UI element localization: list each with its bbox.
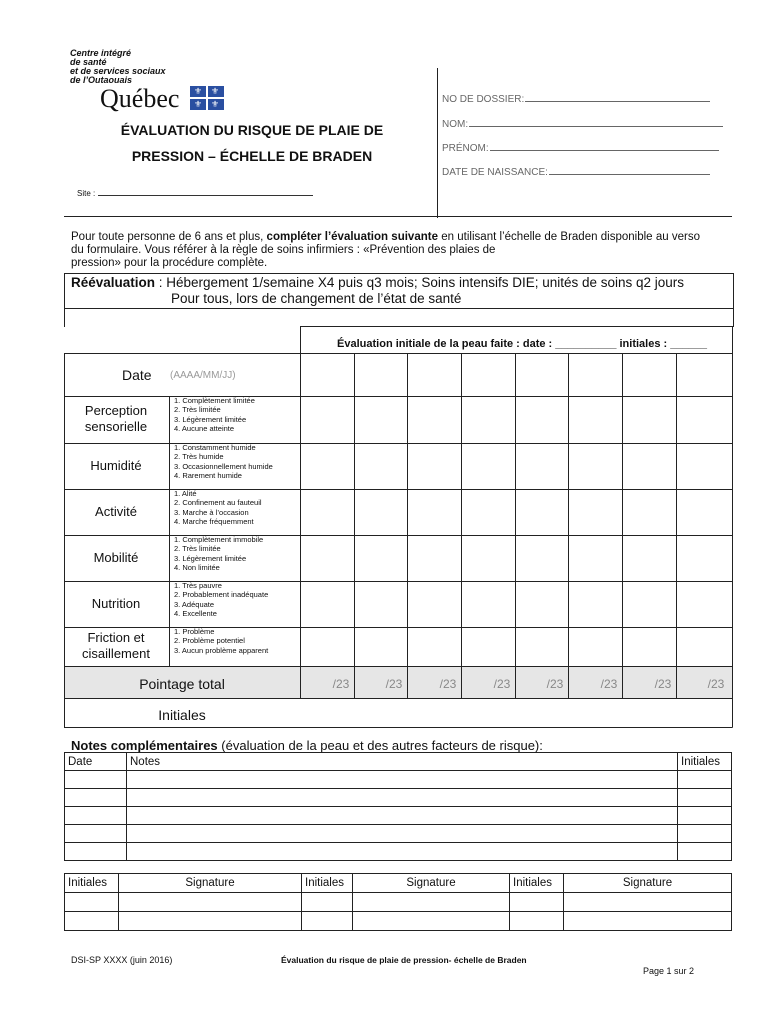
options-humidite bbox=[174, 443, 300, 481]
sig-cell[interactable] bbox=[119, 912, 302, 931]
option: 4. Aucune atteinte bbox=[174, 424, 235, 434]
table-row[interactable] bbox=[65, 893, 732, 912]
initials-label: Initiales bbox=[158, 707, 206, 723]
sig-col-initiales: Initiales bbox=[302, 874, 353, 893]
initiales-cell[interactable] bbox=[678, 789, 732, 807]
option: 1. Complètement limitée bbox=[174, 396, 255, 405]
notes-col-date: Date bbox=[65, 753, 127, 771]
sig-cell[interactable] bbox=[65, 893, 119, 912]
header-divider bbox=[437, 68, 438, 218]
reevaluation-line2: Pour tous, lors de changement de l’état de santé bbox=[171, 291, 462, 306]
notes-cell[interactable] bbox=[127, 825, 678, 843]
notes-cell[interactable] bbox=[127, 807, 678, 825]
criterion-mobilite: Mobilité bbox=[93, 550, 139, 565]
naissance-label: DATE DE NAISSANCE: bbox=[442, 167, 548, 178]
option: 2. Problème potentiel bbox=[174, 636, 245, 646]
prenom-field[interactable] bbox=[442, 143, 719, 154]
table-row[interactable] bbox=[65, 771, 732, 789]
sig-col-initiales: Initiales bbox=[510, 874, 564, 893]
date-cell[interactable] bbox=[65, 789, 127, 807]
total-score: /23 bbox=[385, 677, 403, 691]
nom-label: NOM: bbox=[442, 119, 469, 130]
sig-cell[interactable] bbox=[353, 912, 510, 931]
option: 3. Adéquate bbox=[174, 599, 215, 609]
criterion-humidite: Humidité bbox=[90, 458, 142, 473]
criterion-friction: Friction et cisaillement bbox=[82, 630, 150, 661]
sig-col-initiales: Initiales bbox=[65, 874, 119, 893]
reevaluation-text1: : Hébergement 1/semaine X4 puis q3 mois; Soins intensifs DIE; unités de soins q2 jours bbox=[155, 275, 685, 290]
option: 3. Aucun problème apparent bbox=[174, 645, 269, 655]
sig-cell[interactable] bbox=[564, 893, 732, 912]
org-line: Centre intégré bbox=[70, 48, 132, 58]
form-title-line1: ÉVALUATION DU RISQUE DE PLAIE DE bbox=[120, 122, 384, 138]
option: 1. Problème bbox=[174, 627, 215, 636]
table-row[interactable] bbox=[65, 807, 732, 825]
options-friction bbox=[174, 627, 300, 655]
org-line: de l’Outaouais bbox=[70, 75, 133, 85]
option: 4. Marche fréquemment bbox=[174, 517, 254, 527]
notes-cell[interactable] bbox=[127, 789, 678, 807]
sig-cell[interactable] bbox=[510, 893, 564, 912]
prenom-label: PRÉNOM: bbox=[442, 143, 489, 154]
prenom-line[interactable] bbox=[490, 150, 719, 151]
sig-cell[interactable] bbox=[65, 912, 119, 931]
option: 3. Légèrement limitée bbox=[174, 553, 247, 563]
reevaluation-separator bbox=[64, 308, 733, 309]
date-label: Date bbox=[122, 367, 152, 383]
criterion-nutrition: Nutrition bbox=[91, 596, 141, 611]
sig-col-signature: Signature bbox=[353, 874, 510, 893]
initiales-cell[interactable] bbox=[678, 807, 732, 825]
nom-field[interactable] bbox=[442, 119, 723, 130]
option: 4. Rarement humide bbox=[174, 471, 242, 481]
initiales-cell[interactable] bbox=[678, 825, 732, 843]
option: 4. Excellente bbox=[174, 609, 217, 619]
sig-cell[interactable] bbox=[302, 912, 353, 931]
signature-table bbox=[64, 873, 732, 931]
option: 1. Très pauvre bbox=[174, 581, 222, 590]
header-bottom-rule bbox=[64, 216, 732, 217]
option: 3. Légèrement limitée bbox=[174, 414, 247, 424]
initiales-cell[interactable] bbox=[678, 843, 732, 861]
date-cell[interactable] bbox=[65, 771, 127, 789]
options-mobilite bbox=[174, 535, 300, 573]
notes-col-initiales: Initiales bbox=[678, 753, 732, 771]
intro-text-c: pression» pour la procédure complète. bbox=[71, 257, 268, 269]
option: 1. Constamment humide bbox=[174, 443, 256, 452]
naissance-field[interactable] bbox=[442, 167, 710, 178]
signature-header-row bbox=[65, 874, 732, 893]
reevaluation-line1 bbox=[71, 275, 684, 290]
intro-paragraph bbox=[71, 231, 700, 270]
dossier-label: NO DE DOSSIER: bbox=[442, 94, 525, 105]
option: 3. Occasionnellement humide bbox=[174, 461, 273, 471]
sig-cell[interactable] bbox=[353, 893, 510, 912]
braden-grid bbox=[64, 326, 733, 728]
intro-text-a: Pour toute personne de 6 ans et plus, bbox=[71, 231, 267, 243]
organization-name bbox=[70, 49, 210, 85]
options-nutrition bbox=[174, 581, 300, 619]
option: 2. Très limitée bbox=[174, 544, 221, 554]
site-label: Site : bbox=[77, 189, 96, 198]
intro-text-bold: compléter l’évaluation suivante bbox=[266, 231, 438, 243]
initiales-cell[interactable] bbox=[678, 771, 732, 789]
table-row[interactable] bbox=[65, 843, 732, 861]
form-title-line2: PRESSION – ÉCHELLE DE BRADEN bbox=[131, 148, 373, 164]
naissance-line[interactable] bbox=[549, 174, 710, 175]
footer-code: DSI-SP XXXX (juin 2016) bbox=[71, 955, 173, 965]
option: 2. Probablement inadéquate bbox=[174, 590, 269, 600]
notes-cell[interactable] bbox=[127, 771, 678, 789]
sig-cell[interactable] bbox=[510, 912, 564, 931]
sig-cell[interactable] bbox=[564, 912, 732, 931]
intro-text-b: en utilisant l’échelle de Braden disponible au verso du formulaire. Vous référer à la règle de soins infirmiers : «Prévention des plaies de bbox=[71, 231, 700, 256]
table-row[interactable] bbox=[65, 789, 732, 807]
dossier-field[interactable] bbox=[442, 94, 710, 105]
criterion-activite: Activité bbox=[95, 504, 137, 519]
page-number: Page 1 sur 2 bbox=[643, 966, 695, 976]
options-perception bbox=[174, 396, 300, 434]
notes-cell[interactable] bbox=[127, 843, 678, 861]
site-line[interactable] bbox=[98, 195, 313, 196]
option: 1. Alité bbox=[174, 489, 197, 498]
option: 3. Marche à l’occasion bbox=[174, 507, 249, 517]
options-activite bbox=[174, 489, 300, 527]
sig-cell[interactable] bbox=[302, 893, 353, 912]
total-score: /23 bbox=[600, 677, 618, 691]
date-hint: (AAAA/MM/JJ) bbox=[170, 370, 236, 381]
total-label: Pointage total bbox=[139, 676, 225, 692]
sig-col-signature: Signature bbox=[119, 874, 302, 893]
reevaluation-label: Réévaluation bbox=[71, 275, 156, 290]
org-line: et de services sociaux bbox=[70, 66, 166, 76]
footer-title: Évaluation du risque de plaie de pression- échelle de Braden bbox=[281, 955, 527, 965]
sig-col-signature: Signature bbox=[564, 874, 732, 893]
notes-col-notes: Notes bbox=[127, 753, 678, 771]
initial-eval-text: Évaluation initiale de la peau faite : date : __________ initiales : ______ bbox=[337, 338, 707, 350]
total-score: /23 bbox=[654, 677, 672, 691]
org-line: de santé bbox=[70, 57, 107, 67]
date-cell[interactable] bbox=[65, 843, 127, 861]
grid-lines bbox=[64, 326, 733, 728]
option: 2. Confinement au fauteuil bbox=[174, 498, 262, 508]
option: 2. Très limitée bbox=[174, 405, 221, 415]
date-cell[interactable] bbox=[65, 807, 127, 825]
option: 1. Complètement immobile bbox=[174, 535, 264, 544]
criterion-perception: Perception sensorielle bbox=[84, 403, 148, 434]
total-score: /23 bbox=[439, 677, 457, 691]
total-score: /23 bbox=[332, 677, 350, 691]
total-score: /23 bbox=[493, 677, 511, 691]
total-score: /23 bbox=[546, 677, 564, 691]
table-row[interactable] bbox=[65, 912, 732, 931]
notes-table bbox=[64, 752, 732, 861]
notes-header-row bbox=[65, 753, 732, 771]
quebec-flag-icon: ⚜ ⚜ ⚜ ⚜ bbox=[190, 86, 224, 110]
nom-line[interactable] bbox=[469, 126, 723, 127]
notes-title-bold: Notes complémentaires bbox=[71, 738, 218, 753]
option: 2. Très humide bbox=[174, 452, 224, 462]
dossier-line[interactable] bbox=[525, 101, 710, 102]
sig-cell[interactable] bbox=[119, 893, 302, 912]
date-cell[interactable] bbox=[65, 825, 127, 843]
table-row[interactable] bbox=[65, 825, 732, 843]
option: 4. Non limitée bbox=[174, 563, 220, 573]
site-field[interactable] bbox=[77, 189, 313, 198]
total-score: /23 bbox=[707, 677, 725, 691]
quebec-logo-text: Québec bbox=[100, 84, 180, 113]
notes-title-rest: (évaluation de la peau et des autres facteurs de risque): bbox=[217, 738, 543, 753]
notes-title bbox=[71, 738, 543, 753]
